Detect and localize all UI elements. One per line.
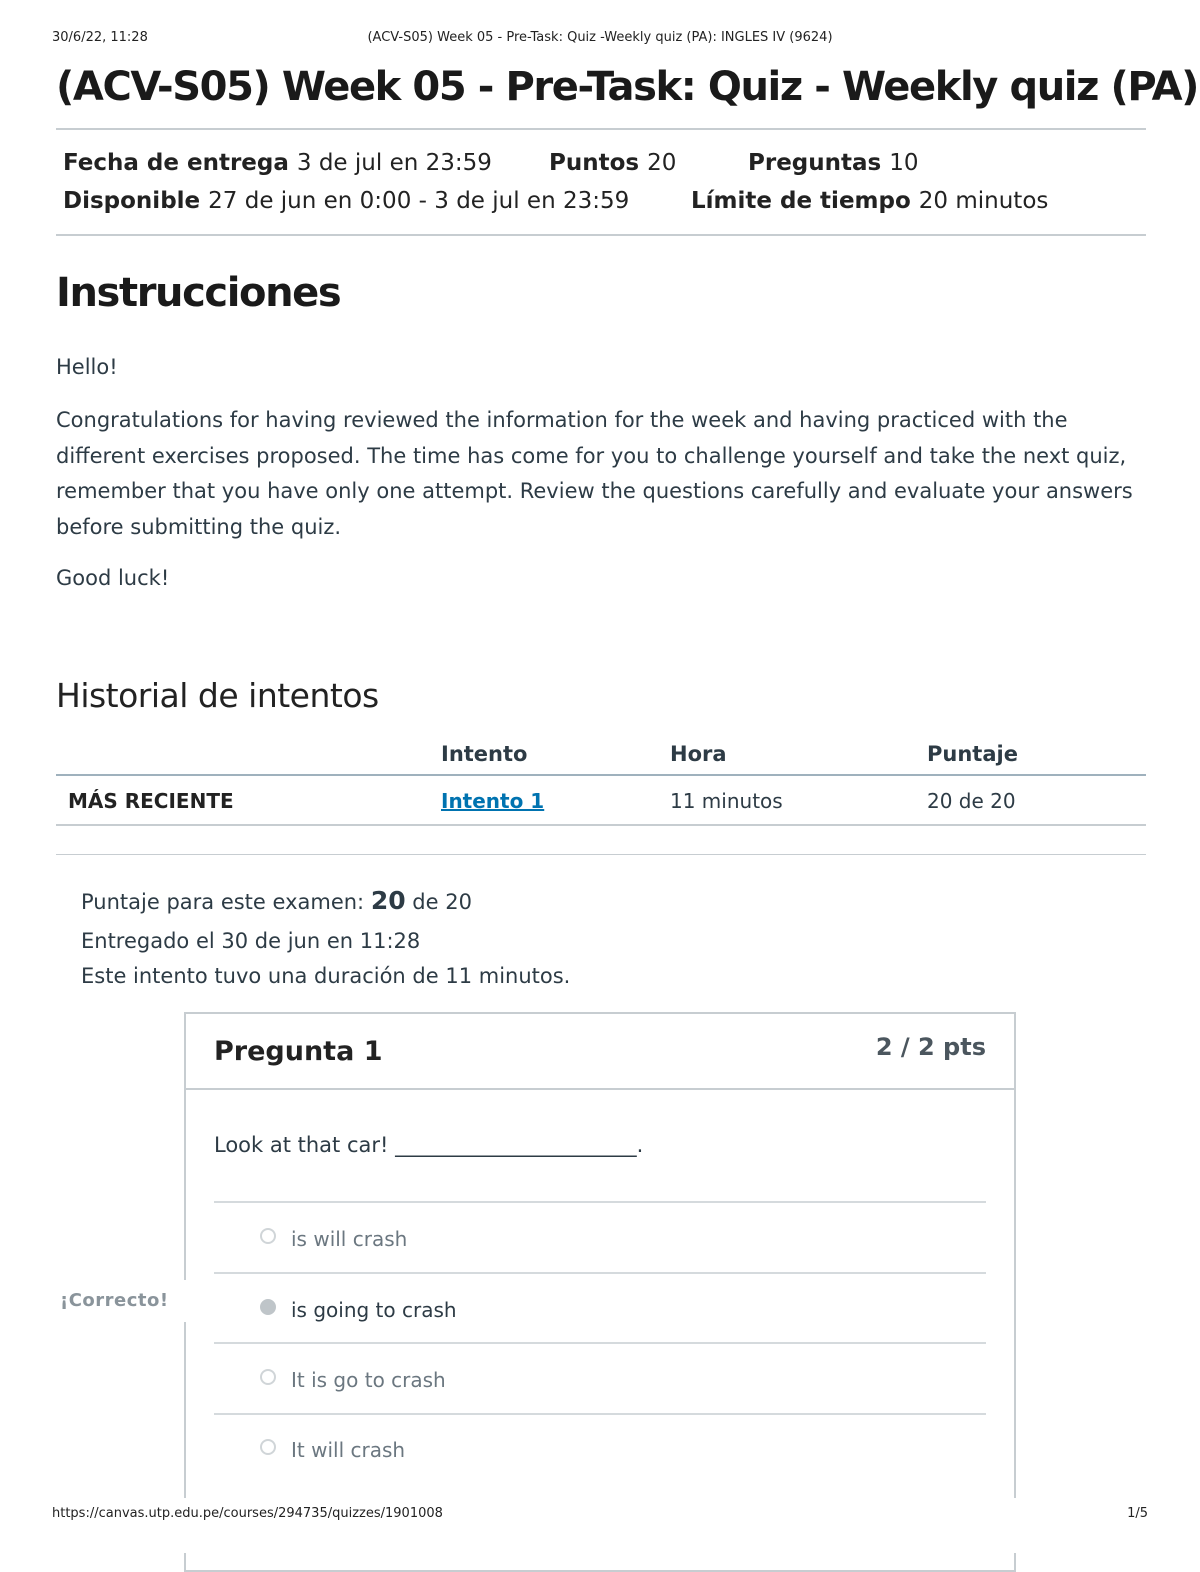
correct-badge: ¡Correcto! xyxy=(60,1290,169,1311)
points-value: 20 xyxy=(647,150,677,176)
print-footer xyxy=(52,1506,1148,1524)
instructions-body: Congratulations for having reviewed the information for the week and having practiced with the different exercises proposed. The time has come for you to challenge yourself and take the next quiz, remember that you have only one attempt. Review the questions carefully and evaluate your answers before submitting the quiz. xyxy=(56,408,1133,539)
radio-selected-icon[interactable] xyxy=(260,1299,276,1315)
radio-icon[interactable] xyxy=(260,1228,276,1244)
attempt-link[interactable]: Intento 1 xyxy=(441,789,545,813)
answer-divider xyxy=(214,1272,986,1274)
col-header-attempt: Intento xyxy=(441,742,528,766)
score-prefix: Puntaje para este examen: xyxy=(81,890,365,914)
questions-label: Preguntas xyxy=(748,150,882,176)
page-title: (ACV-S05) Week 05 - Pre-Task: Quiz - Weekly quiz (PA) xyxy=(56,64,1199,110)
radio-icon[interactable] xyxy=(260,1369,276,1385)
score-value: 20 xyxy=(370,886,406,915)
time-limit xyxy=(691,188,1048,214)
radio-icon[interactable] xyxy=(260,1439,276,1455)
time-limit-label: Límite de tiempo xyxy=(691,188,911,214)
question-text: Look at that car! _______________________. xyxy=(214,1133,644,1157)
answer-option: It is go to crash xyxy=(291,1368,446,1392)
table-row-rule xyxy=(56,824,1146,826)
answer-divider xyxy=(214,1413,986,1415)
available-label: Disponible xyxy=(63,188,201,214)
divider xyxy=(56,234,1146,236)
submitted-date: Entregado el 30 de jun en 11:28 xyxy=(81,929,421,953)
row-label: MÁS RECIENTE xyxy=(68,789,234,813)
score-suffix: de 20 xyxy=(412,890,472,914)
due-date xyxy=(63,150,492,176)
footer-page-number: 1/5 xyxy=(1127,1506,1148,1521)
answer-divider xyxy=(214,1342,986,1344)
question-card xyxy=(184,1012,1016,1572)
answer-option: is will crash xyxy=(291,1227,408,1251)
col-header-score: Puntaje xyxy=(927,742,1018,766)
print-header xyxy=(52,30,1148,50)
answer-divider xyxy=(214,1201,986,1203)
attempt-link-cell xyxy=(441,789,544,813)
questions-count xyxy=(748,150,919,176)
attempt-duration: Este intento tuvo una duración de 11 minutos. xyxy=(81,964,571,988)
col-header-time: Hora xyxy=(670,742,727,766)
history-heading: Historial de intentos xyxy=(56,676,379,715)
due-value: 3 de jul en 23:59 xyxy=(296,150,492,176)
instructions-closing: Good luck! xyxy=(56,566,170,590)
answer-option: It will crash xyxy=(291,1438,406,1462)
row-score: 20 de 20 xyxy=(927,789,1016,813)
answer-option-selected: is going to crash xyxy=(291,1298,457,1322)
question-title: Pregunta 1 xyxy=(214,1036,383,1067)
divider xyxy=(56,128,1146,130)
divider xyxy=(56,854,1146,855)
print-datetime: 30/6/22, 11:28 xyxy=(52,30,148,45)
table-header-rule xyxy=(56,774,1146,776)
score-line xyxy=(81,886,472,915)
footer-url: https://canvas.utp.edu.pe/courses/294735/quizzes/1901008 xyxy=(52,1506,443,1521)
points-label: Puntos xyxy=(549,150,640,176)
row-time: 11 minutos xyxy=(670,789,783,813)
due-label: Fecha de entrega xyxy=(63,150,289,176)
instructions-heading: Instrucciones xyxy=(56,270,341,316)
points xyxy=(549,150,676,176)
correct-marker-gap xyxy=(182,1280,188,1322)
time-limit-value: 20 minutos xyxy=(918,188,1049,214)
question-points: 2 / 2 pts xyxy=(875,1033,986,1061)
instructions-greeting: Hello! xyxy=(56,355,118,379)
questions-value: 10 xyxy=(889,150,919,176)
print-doc-title: (ACV-S05) Week 05 - Pre-Task: Quiz -Weekly quiz (PA): INGLES IV (9624) xyxy=(367,30,833,45)
available-value: 27 de jun en 0:00 - 3 de jul en 23:59 xyxy=(208,188,630,214)
availability xyxy=(63,188,629,214)
